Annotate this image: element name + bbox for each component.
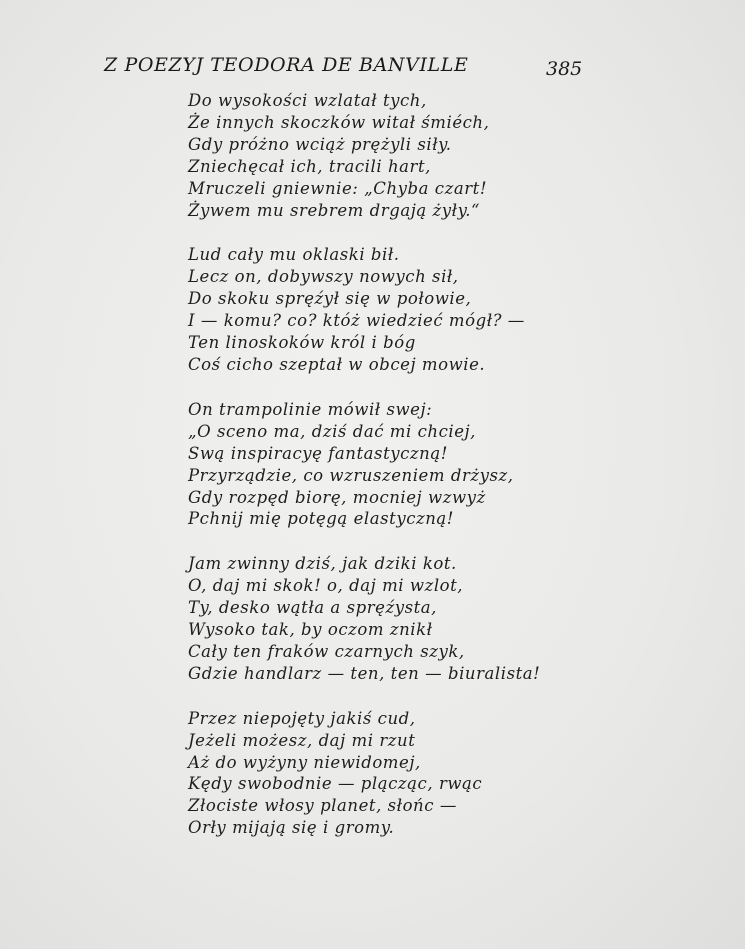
stanza-4 — [188, 553, 588, 684]
poem-line: Gdy rozpęd biorę, mocniej wzwyż — [188, 487, 486, 507]
stanza-1 — [188, 90, 588, 221]
page-number: 385 — [546, 58, 583, 80]
poem-line: Ty, desko wątła a spręźysta, — [188, 598, 437, 618]
poem-line: Jam zwinny dziś, jak dziki kot. — [188, 554, 457, 574]
poem-line: Jeżeli możesz, daj mi rzut — [188, 730, 416, 750]
poem-line: O, daj mi skok! o, daj mi wzlot, — [188, 576, 464, 596]
poem-line: „O sceno ma, dziś dać mi chciej, — [188, 421, 476, 441]
poem-line: Ten linoskoków król i bóg — [188, 333, 416, 353]
poem-line: Orły mijają się i gromy. — [188, 818, 395, 838]
poem-line: Kędy swobodnie — plącząc, rwąc — [188, 774, 483, 794]
poem-line: Coś cicho szeptał w obcej mowie. — [188, 354, 486, 374]
poem-line: Że innych skoczków witał śmiéch, — [188, 112, 490, 132]
poem — [188, 90, 588, 862]
poem-line: Mruczeli gniewnie: „Chyba czart! — [188, 178, 488, 198]
poem-line: Zniechęcał ich, tracili hart, — [188, 156, 431, 176]
poem-line: On trampolinie mówił swej: — [188, 399, 433, 419]
poem-line: Lud cały mu oklaski bił. — [188, 245, 400, 265]
poem-line: Do skoku spręźył się w połowie, — [188, 289, 472, 309]
poem-line: Lecz on, dobywszy nowych sił, — [188, 267, 459, 287]
stanza-2 — [188, 244, 588, 375]
poem-line: Aż do wyżyny niewidomej, — [188, 752, 421, 772]
stanza-3 — [188, 399, 588, 530]
poem-line: Pchnij mię potęgą elastyczną! — [188, 509, 454, 529]
poem-line: Żywem mu srebrem drgają żyły.“ — [188, 200, 481, 220]
poem-line: I — komu? co? któż wiedzieć mógł? — — [188, 311, 525, 331]
poem-line: Do wysokości wzlatał tych, — [188, 91, 427, 110]
poem-line: Cały ten fraków czarnych szyk, — [188, 641, 465, 661]
poem-line: Przez niepojęty jakiś cud, — [188, 708, 416, 728]
poem-line: Złociste włosy planet, słońc — — [188, 796, 457, 816]
stanza-5 — [188, 708, 588, 839]
poem-line: Gdy próżno wciąż prężyli siły. — [188, 134, 452, 154]
poem-line: Wysoko tak, by oczom znikł — [188, 620, 433, 640]
poem-line: Swą inspiracyę fantastyczną! — [188, 443, 448, 463]
running-title: Z POEZYJ TEODORA DE BANVILLE — [104, 54, 469, 76]
poem-line: Przyrządzie, co wzruszeniem drżysz, — [188, 465, 514, 485]
poem-line: Gdzie handlarz — ten, ten — biuralista! — [188, 663, 541, 683]
